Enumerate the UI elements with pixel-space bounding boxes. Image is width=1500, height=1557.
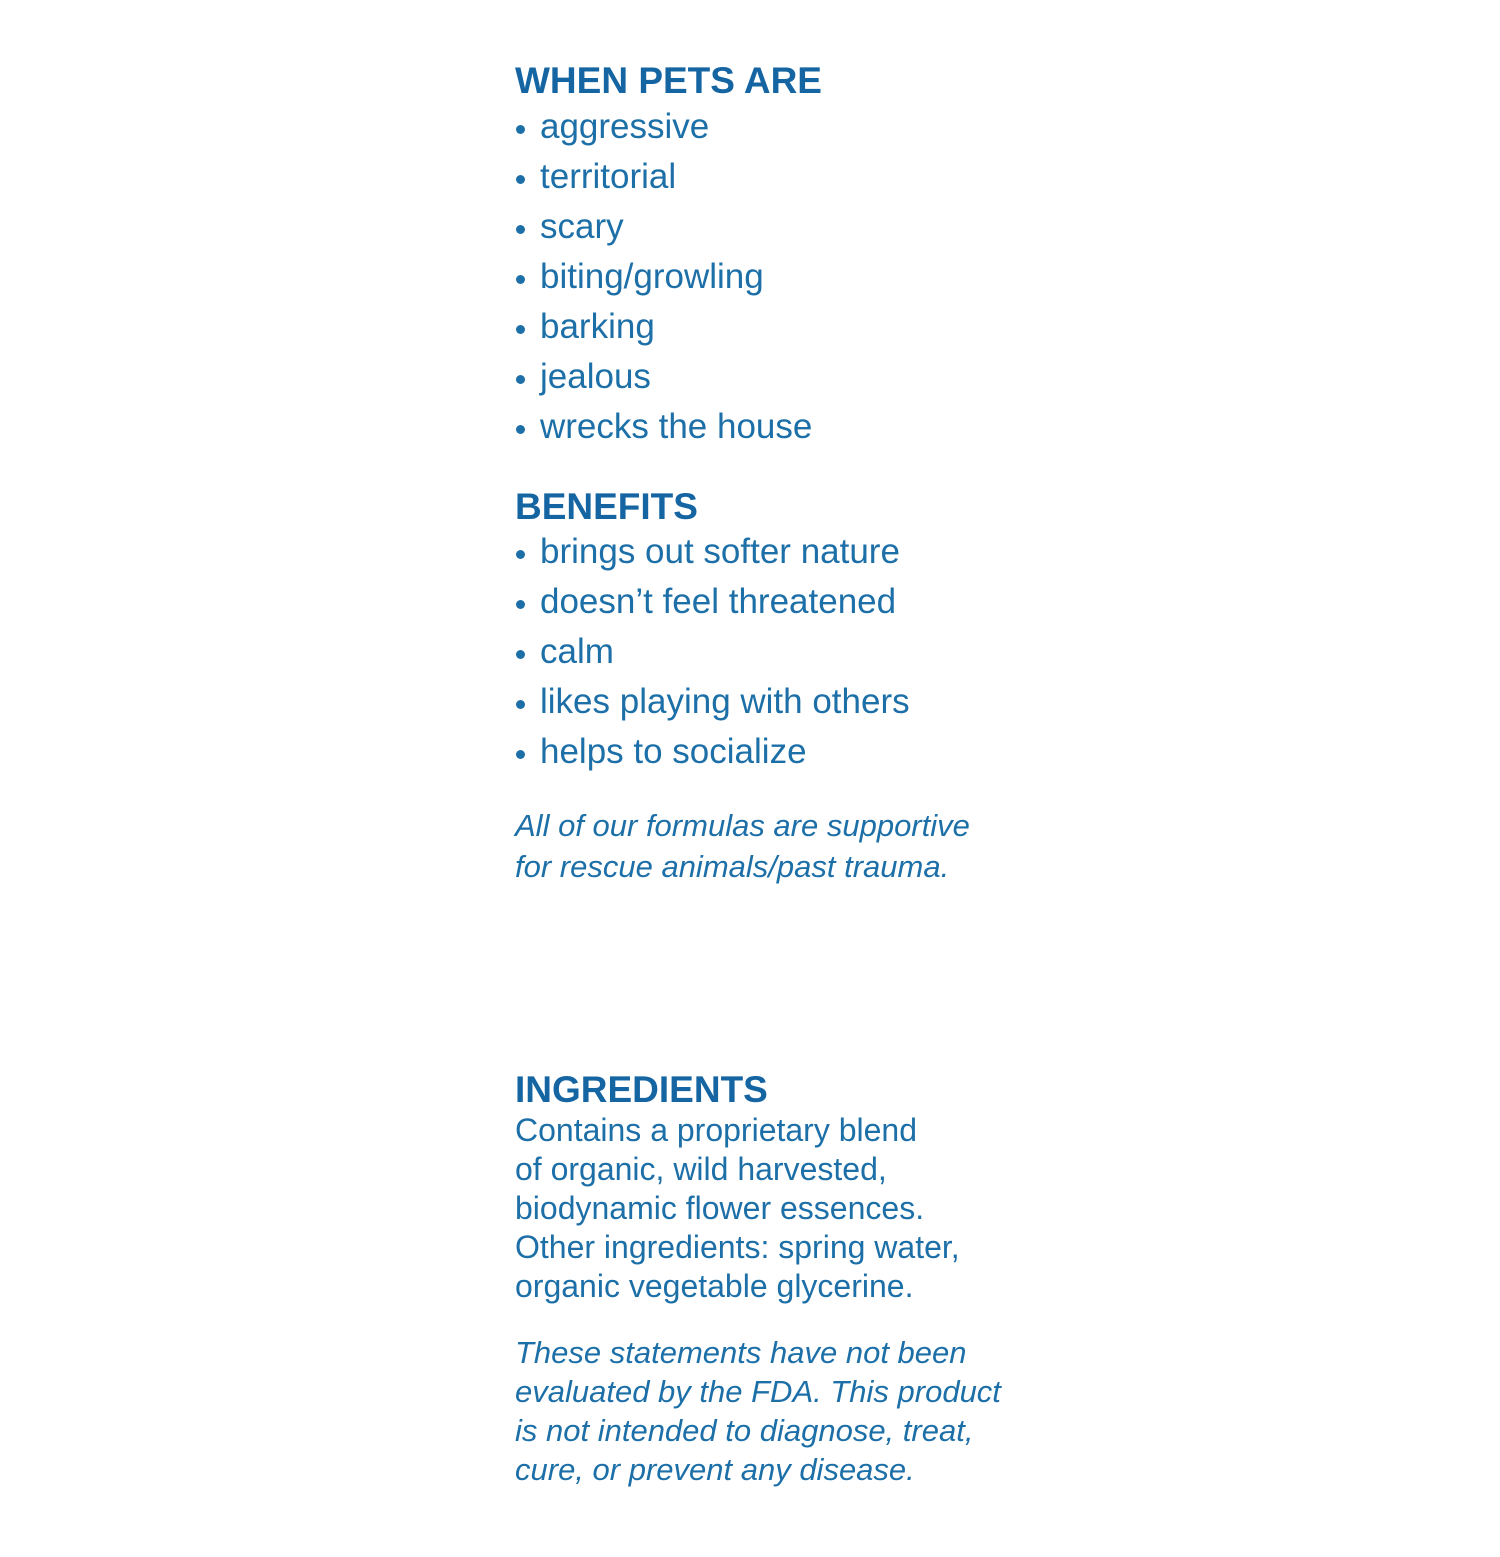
benefits-heading: BENEFITS [515, 486, 698, 527]
bullet-icon [516, 175, 525, 184]
bullet-icon [516, 225, 525, 234]
list-item: jealous [515, 352, 812, 402]
bullet-icon [516, 650, 525, 659]
bullet-icon [516, 700, 525, 709]
ingredients-heading: INGREDIENTS [515, 1069, 768, 1110]
bullet-icon [516, 125, 525, 134]
list-item: helps to socialize [515, 727, 910, 777]
list-item: aggressive [515, 102, 812, 152]
when-pets-are-heading: WHEN PETS ARE [515, 60, 822, 101]
ingredients-text: Contains a proprietary blend of organic, wild harvested, biodynamic flower essences. Other ingredients: spring water, organic vegetable glycerine. [515, 1112, 960, 1304]
list-item: brings out softer nature [515, 527, 910, 577]
bullet-icon [516, 550, 525, 559]
bullet-icon [516, 750, 525, 759]
bullet-icon [516, 275, 525, 284]
bullet-icon [516, 600, 525, 609]
list-item: territorial [515, 152, 812, 202]
list-item: calm [515, 627, 910, 677]
bullet-icon [516, 375, 525, 384]
list-item: likes playing with others [515, 677, 910, 727]
rescue-note: All of our formulas are supportive for rescue animals/past trauma. [515, 808, 970, 884]
fda-disclaimer: These statements have not been evaluated by the FDA. This product is not intended to diagnose, treat, cure, or prevent any disease. [515, 1335, 1001, 1487]
list-item: biting/growling [515, 252, 812, 302]
benefits-list [515, 527, 910, 777]
bullet-icon [516, 325, 525, 334]
list-item: doesn’t feel threatened [515, 577, 910, 627]
list-item: scary [515, 202, 812, 252]
list-item: wrecks the house [515, 402, 812, 452]
when-pets-are-list [515, 102, 812, 452]
bullet-icon [516, 425, 525, 434]
list-item: barking [515, 302, 812, 352]
